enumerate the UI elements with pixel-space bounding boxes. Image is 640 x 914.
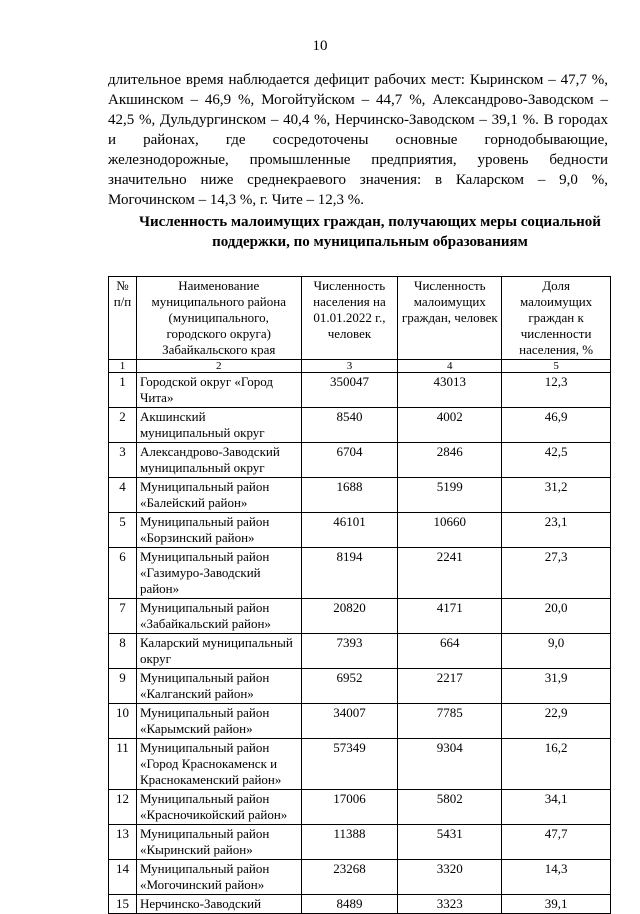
table-row — [109, 895, 611, 914]
header-number: № п/п — [109, 277, 137, 360]
poor-share-cell: 16,2 — [502, 739, 611, 790]
column-index: 3 — [301, 360, 398, 373]
table-row — [109, 548, 611, 599]
row-number-cell: 8 — [109, 634, 137, 669]
population-cell: 11388 — [301, 825, 398, 860]
poor-count-cell: 5199 — [398, 478, 502, 513]
table-row — [109, 373, 611, 408]
district-name-cell: Городской округ «Город Чита» — [136, 373, 301, 408]
table-row — [109, 704, 611, 739]
column-index: 5 — [502, 360, 611, 373]
row-number-cell: 1 — [109, 373, 137, 408]
district-name-cell: Муниципальный район «Калганский район» — [136, 669, 301, 704]
district-name-cell: Муниципальный район «Газимуро-Заводский район» — [136, 548, 301, 599]
population-cell: 46101 — [301, 513, 398, 548]
poor-count-cell: 4002 — [398, 408, 502, 443]
column-index: 1 — [109, 360, 137, 373]
poor-count-cell: 3323 — [398, 895, 502, 914]
table-row — [109, 825, 611, 860]
poor-share-cell: 31,2 — [502, 478, 611, 513]
district-name-cell: Каларский муниципальный округ — [136, 634, 301, 669]
population-cell: 34007 — [301, 704, 398, 739]
table-header-row — [109, 277, 611, 360]
poor-share-cell: 12,3 — [502, 373, 611, 408]
row-number-cell: 2 — [109, 408, 137, 443]
population-cell: 8489 — [301, 895, 398, 914]
row-number-cell: 14 — [109, 860, 137, 895]
district-name-cell: Муниципальный район «Город Краснокаменск и Краснокаменский район» — [136, 739, 301, 790]
district-name-cell: Александрово-Заводский муниципальный округ — [136, 443, 301, 478]
poor-share-cell: 23,1 — [502, 513, 611, 548]
table-body — [109, 373, 611, 914]
district-name-cell: Акшинский муниципальный округ — [136, 408, 301, 443]
poor-count-cell: 5802 — [398, 790, 502, 825]
column-index: 2 — [136, 360, 301, 373]
poor-share-cell: 42,5 — [502, 443, 611, 478]
table-row — [109, 634, 611, 669]
table-row — [109, 739, 611, 790]
district-name-cell: Муниципальный район «Могочинский район» — [136, 860, 301, 895]
row-number-cell: 7 — [109, 599, 137, 634]
poor-share-cell: 20,0 — [502, 599, 611, 634]
row-number-cell: 15 — [109, 895, 137, 914]
row-number-cell: 4 — [109, 478, 137, 513]
poor-count-cell: 4171 — [398, 599, 502, 634]
row-number-cell: 9 — [109, 669, 137, 704]
poor-share-cell: 31,9 — [502, 669, 611, 704]
population-cell: 350047 — [301, 373, 398, 408]
poor-share-cell: 27,3 — [502, 548, 611, 599]
row-number-cell: 6 — [109, 548, 137, 599]
table-row — [109, 478, 611, 513]
table-row — [109, 669, 611, 704]
district-name-cell: Муниципальный район «Красночикойский район» — [136, 790, 301, 825]
column-index: 4 — [398, 360, 502, 373]
district-name-cell: Муниципальный район «Карымский район» — [136, 704, 301, 739]
poor-share-cell: 22,9 — [502, 704, 611, 739]
poor-count-cell: 10660 — [398, 513, 502, 548]
table-row — [109, 443, 611, 478]
row-number-cell: 12 — [109, 790, 137, 825]
poor-share-cell: 9,0 — [502, 634, 611, 669]
poor-count-cell: 2241 — [398, 548, 502, 599]
district-name-cell: Муниципальный район «Борзинский район» — [136, 513, 301, 548]
page-number: 10 — [312, 38, 328, 54]
header-district-name: Наименование муниципального района (муниципального, городского округа) Забайкальского края — [136, 277, 301, 360]
population-cell: 6704 — [301, 443, 398, 478]
poor-share-cell: 46,9 — [502, 408, 611, 443]
population-cell: 7393 — [301, 634, 398, 669]
poor-count-cell: 664 — [398, 634, 502, 669]
table-row — [109, 599, 611, 634]
poor-count-cell: 5431 — [398, 825, 502, 860]
district-name-cell: Муниципальный район «Забайкальский район» — [136, 599, 301, 634]
row-number-cell: 10 — [109, 704, 137, 739]
header-population: Численность населения на 01.01.2022 г., человек — [301, 277, 398, 360]
population-cell: 23268 — [301, 860, 398, 895]
row-number-cell: 13 — [109, 825, 137, 860]
intro-paragraph: длительное время наблюдается дефицит рабочих мест: Кыринском – 47,7 %, Акшинском – 46,9 %, Могойтуйском – 44,7 %, Александрово-Заводском – 42,5 %, Дульдургинском – 40,4 %, Нерчинско-Заводском – 39,1 %. В городах и районах, где сосредоточены основные горнодобывающие, железнодорожные, промышленные предприятия, уровень бедности значительно ниже среднекраевого значения: в Каларском – 9,0 %, Могочинском – 14,3 %, г. Чите – 12,3 %. — [108, 72, 608, 208]
table-heading: Численность малоимущих граждан, получающих меры социальной поддержки, по муниципальным образованиям — [139, 214, 601, 250]
poor-share-cell: 47,7 — [502, 825, 611, 860]
column-index-row — [109, 360, 611, 373]
district-name-cell: Муниципальный район «Балейский район» — [136, 478, 301, 513]
poor-count-cell: 2846 — [398, 443, 502, 478]
poverty-table — [108, 276, 611, 914]
table-row — [109, 790, 611, 825]
header-poor-count: Численность малоимущих граждан, человек — [398, 277, 502, 360]
population-cell: 8194 — [301, 548, 398, 599]
header-poor-share: Доля малоимущих граждан к численности населения, % — [502, 277, 611, 360]
district-name-cell: Нерчинско-Заводский — [136, 895, 301, 914]
poor-share-cell: 39,1 — [502, 895, 611, 914]
poor-share-cell: 34,1 — [502, 790, 611, 825]
population-cell: 1688 — [301, 478, 398, 513]
poor-count-cell: 9304 — [398, 739, 502, 790]
table-row — [109, 408, 611, 443]
population-cell: 6952 — [301, 669, 398, 704]
population-cell: 57349 — [301, 739, 398, 790]
table-row — [109, 860, 611, 895]
population-cell: 8540 — [301, 408, 398, 443]
row-number-cell: 11 — [109, 739, 137, 790]
population-cell: 20820 — [301, 599, 398, 634]
poor-count-cell: 7785 — [398, 704, 502, 739]
population-cell: 17006 — [301, 790, 398, 825]
poor-count-cell: 2217 — [398, 669, 502, 704]
table-row — [109, 513, 611, 548]
row-number-cell: 3 — [109, 443, 137, 478]
poor-count-cell: 3320 — [398, 860, 502, 895]
district-name-cell: Муниципальный район «Кыринский район» — [136, 825, 301, 860]
row-number-cell: 5 — [109, 513, 137, 548]
poor-count-cell: 43013 — [398, 373, 502, 408]
poor-share-cell: 14,3 — [502, 860, 611, 895]
